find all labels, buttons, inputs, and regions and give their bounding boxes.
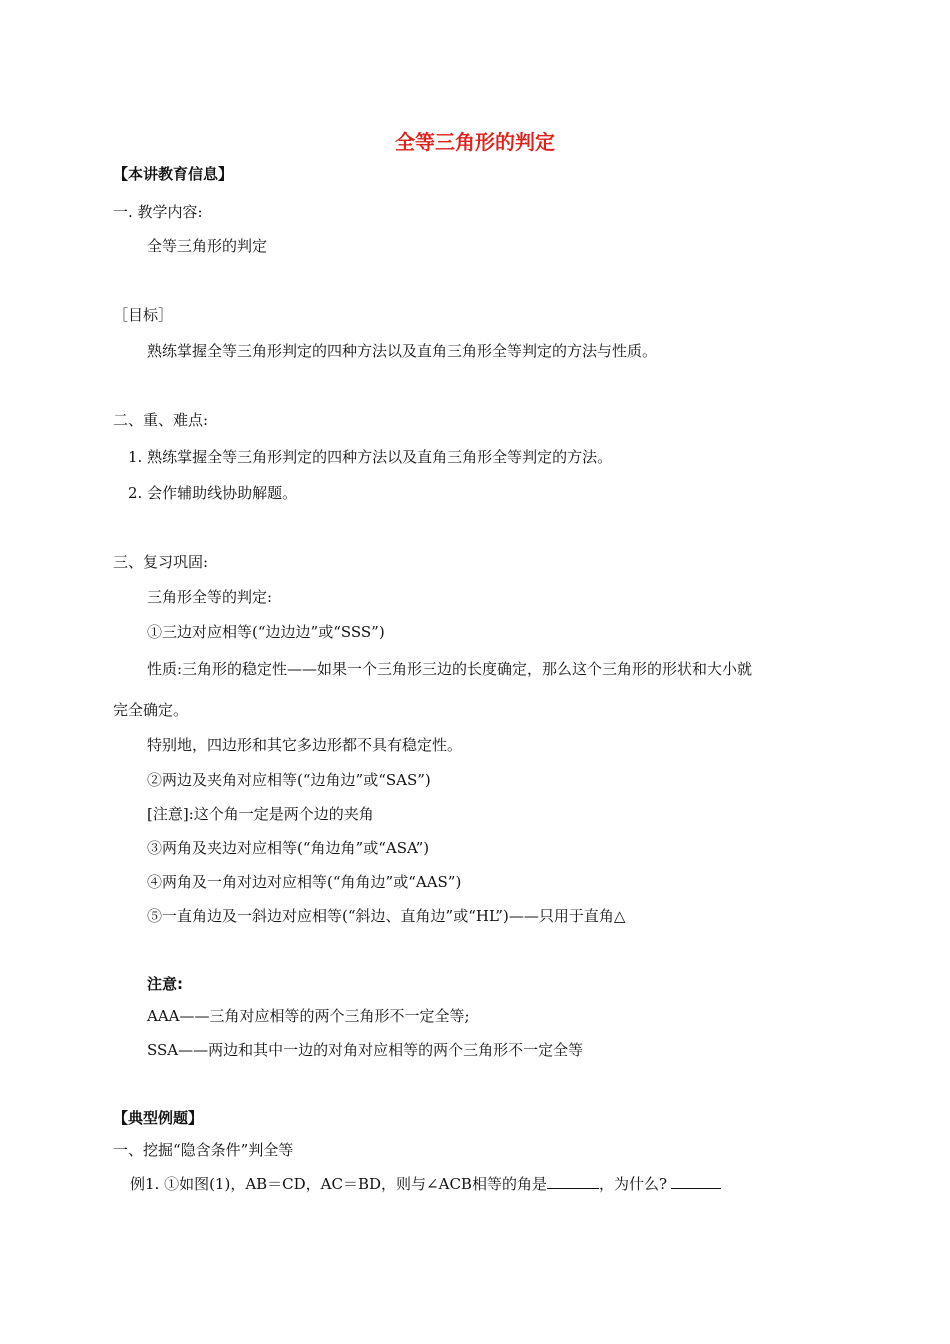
attention-label: 注意: [147,975,183,993]
part2-item: 2. 会作辅助线协助解题。 [128,484,298,502]
part1-heading: 一. 教学内容: [113,203,203,221]
attention-item: SSA——两边和其中一边的对角对应相等的两个三角形不一定全等 [147,1041,584,1059]
goal-label: ［目标］ [113,306,174,324]
answer-blank-1[interactable] [547,1172,599,1189]
part3-heading: 三、复习巩固: [113,553,209,571]
part2-heading: 二、重、难点: [113,411,209,429]
rule-hl: ⑤一直角边及一斜边对应相等(“斜边、直角边”或“HL”)——只用于直角△ [147,907,626,925]
review-intro: 三角形全等的判定: [147,588,273,606]
part1-content: 全等三角形的判定 [147,237,268,255]
part2-item: 1. 熟练掌握全等三角形判定的四种方法以及直角三角形全等判定的方法。 [128,448,613,466]
goal-text: 熟练掌握全等三角形判定的四种方法以及直角三角形全等判定的方法与性质。 [147,342,658,360]
example-1 [130,1172,721,1194]
attention-item: AAA——三角对应相等的两个三角形不一定全等; [147,1007,470,1025]
examples-heading: 【典型例题】 [113,1109,204,1127]
answer-blank-2[interactable] [671,1172,721,1189]
property-line-1: 性质:三角形的稳定性——如果一个三角形三边的长度确定，那么这个三角形的形状和大小就 [147,660,753,678]
rule-aas: ④两角及一角对边对应相等(“角角边”或“AAS”) [147,873,462,891]
special-note: 特别地，四边形和其它多边形都不具有稳定性。 [147,736,463,754]
document-title: 全等三角形的判定 [395,130,555,154]
property-line-2: 完全确定。 [113,701,189,719]
examples-subheading: 一、挖掘“隐含条件”判全等 [113,1141,294,1159]
rule-asa: ③两角及夹边对应相等(“角边角”或“ASA”) [147,839,430,857]
section-info-heading: 【本讲教育信息】 [113,165,234,183]
rule-sss: ①三边对应相等(“边边边”或“SSS”) [147,623,385,641]
example-1-text: 例1. ①如图(1)，AB＝CD，AC＝BD，则与∠ACB相等的角是 [130,1175,547,1193]
rule-sas-note: [注意]:这个角一定是两个边的夹角 [147,805,374,823]
rule-sas: ②两边及夹角对应相等(“边角边”或“SAS”) [147,771,431,789]
example-1-question: ，为什么? [598,1175,667,1193]
